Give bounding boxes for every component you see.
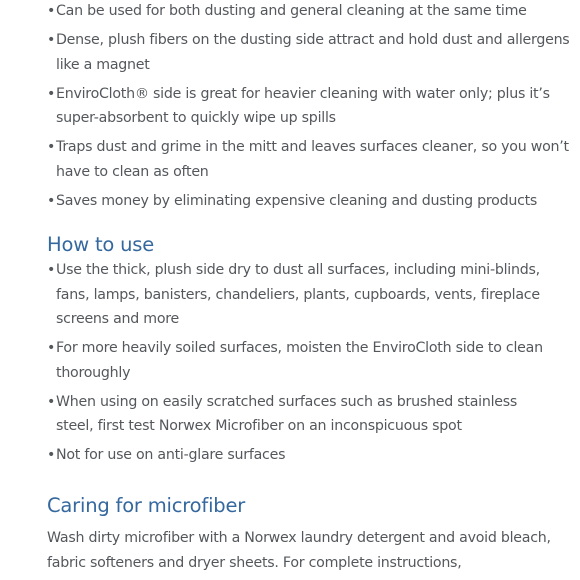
bullet: • [47, 447, 56, 463]
list-item: • Use the thick, plush side dry to dust all surfaces, including mini-blinds, fans, lamps, banisters, chandeliers, plants, cupboards, vents, fireplace screens and more [46, 258, 556, 332]
list-item: • Not for use on anti-glare surfaces [46, 443, 556, 468]
bullet: • [47, 85, 56, 102]
list-item: • EnviroCloth® side is great for heavier cleaning with water only; plus it’s super-absorbent to quickly wipe up spills [46, 82, 576, 131]
benefits-list [46, 0, 576, 218]
list-item: • Dense, plush fibers on the dusting side attract and hold dust and allergens like a magnet [46, 28, 576, 77]
section-heading-how-to-use: How to use [47, 233, 155, 256]
list-item: • For more heavily soiled surfaces, moisten the EnviroCloth side to clean thoroughly [46, 336, 556, 385]
bullet: • [47, 32, 56, 48]
bullet: • [47, 262, 56, 278]
bullet: • [47, 3, 56, 19]
bullet: • [47, 393, 56, 410]
list-item: • When using on easily scratched surfaces such as brushed stainless steel, first test Norwex Microfiber on an inconspicuous spot [46, 390, 556, 439]
how-to-use-list [46, 258, 556, 472]
bullet: • [47, 139, 56, 155]
bullet: • [47, 192, 56, 209]
caring-paragraph: Wash dirty microfiber with a Norwex laundry detergent and avoid bleach, fabric softeners and dryer sheets. For complete instructions, [47, 530, 551, 571]
list-item: • Can be used for both dusting and general cleaning at the same time [46, 0, 576, 24]
section-heading-caring: Caring for microfiber [47, 494, 246, 517]
list-item: • Saves money by eliminating expensive cleaning and dusting products [46, 189, 576, 214]
bullet: • [47, 340, 56, 356]
list-item: • Traps dust and grime in the mitt and leaves surfaces cleaner, so you won’t have to clean as often [46, 135, 576, 184]
